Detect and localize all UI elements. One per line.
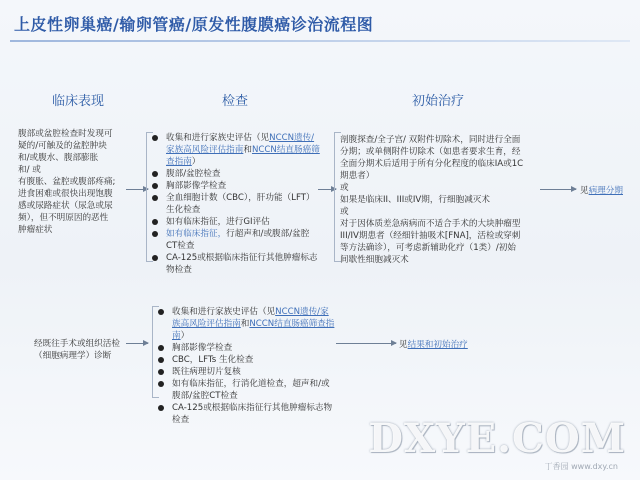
link-pathologic-staging[interactable]: 病理分期 [588, 186, 623, 196]
row1-initial-line: 等方法确诊），可考虑新辅助化疗（1类）/初始 [340, 243, 516, 253]
exam-item [150, 180, 320, 192]
row1-clinical-line: 疑的/可触及的盆腔肿块 [18, 141, 107, 151]
row1-arrow-clinical-to-exam [126, 189, 148, 190]
watermark-subtext: 丁香园 www.dxy.cn [544, 462, 618, 471]
row2-arrow-to-result [336, 343, 396, 344]
row1-initial-line: 全面分期术后适用于所有分化程度的临床IA或1C [340, 159, 524, 169]
exam-item-text: 既往病理切片复核 [172, 367, 241, 377]
row1-clinical-line: 肿瘤症状 [18, 225, 53, 235]
link-nccn-colorectal-screening[interactable]: NCCN结直肠癌筛查指南 [166, 145, 320, 167]
exam-item-text: 胸部影像学检查 [166, 181, 227, 191]
row2-clinical-text [34, 338, 144, 362]
row1-initial-line: 间歇性细胞减灭术 [340, 255, 409, 265]
exam-item [156, 342, 336, 354]
row1-clinical-line: 和/ 或 [18, 165, 41, 175]
link-results-initial-treatment[interactable]: 结果和初始治疗 [407, 340, 468, 350]
exam-item-text: 收集和进行家族史评估（见 [172, 307, 276, 317]
exam-item-text: 和 [240, 319, 250, 329]
row1-result[interactable] [580, 184, 623, 196]
row1-arrow-to-result [540, 189, 576, 190]
exam-item [150, 192, 320, 216]
row1-clinical-line: 感或尿路症状（尿急或尿 [18, 201, 113, 211]
row2-arrow-clinical-to-exam [126, 343, 148, 344]
exam-item-text: CA-125或根据临床指征行其他肿瘤标志物检查 [166, 253, 318, 275]
exam-item [156, 354, 336, 366]
exam-item-text: ） [180, 331, 190, 341]
exam-item-text: 和 [243, 145, 252, 155]
row2-clinical-line: （细胞病理学）诊断 [34, 351, 112, 361]
exam-item [150, 216, 320, 228]
exam-item [156, 402, 336, 426]
exam-item-text: 如有临床指征，行消化道检查，超声和/或腹部/盆腔CT检查 [172, 379, 330, 401]
row1-initial-line: 期患者） [340, 171, 375, 181]
exam-item [150, 252, 320, 276]
page-title: 上皮性卵巢癌/输卵管癌/原发性腹膜癌诊治流程图 [14, 15, 374, 34]
exam-item-text: CBC，LFTs 生化检查 [172, 355, 254, 365]
exam-item-text: 收集和进行家族史评估（见 [166, 133, 270, 143]
row1-clinical-text [18, 128, 130, 236]
row1-initial-text [340, 134, 540, 266]
row2-clinical-line: 经既往手术或组织活检 [34, 339, 120, 349]
row1-result-prefix: 见 [580, 186, 589, 196]
row1-clinical-line: 和/或腹水、腹部膨胀 [18, 153, 99, 163]
exam-item-highlight: 如有临床指征， [166, 229, 227, 239]
row1-initial-line: 对于因体质差急病病而不适合手术的大块肿瘤型 [340, 219, 521, 229]
row1-clinical-line: 有腹胀、盆腔或腹部疼痛; [18, 177, 116, 187]
link-nccn-genetic-familial[interactable]: NCCN遗传/家族高风险评估指南 [166, 133, 315, 155]
row1-initial-line: III/IV期患者（经细针抽吸术[FNA]，活检或穿刺 [340, 231, 521, 241]
row1-clinical-line: 腹部或盆腔检查时发现可 [18, 129, 113, 139]
exam-item-text: ） [191, 157, 201, 167]
exam-item [156, 378, 336, 402]
column-header-initial: 初始治疗 [412, 94, 465, 109]
exam-item-text: 腹部/盆腔检查 [166, 169, 221, 179]
exam-item [150, 228, 320, 252]
link-nccn-colorectal-screening[interactable]: NCCN结直肠癌筛查指南 [172, 319, 335, 341]
row1-initial-line: 或 [340, 183, 349, 193]
exam-item-text: 胸部影像学检查 [172, 343, 233, 353]
row1-clinical-line: 频），但不明原因的恶性 [18, 213, 109, 223]
exam-item-text: 全血细胞计数（CBC），肝功能（LFT）生化检查 [166, 193, 315, 215]
row1-initial-line: 剖腹探查/全子宫/ 双附件切除术，同时进行全面 [340, 135, 521, 145]
row2-exam-list [156, 306, 336, 426]
exam-item [156, 366, 336, 378]
row2-result-prefix: 见 [399, 340, 408, 350]
row1-clinical-line: 进食困难或很快出现饱腹 [18, 189, 113, 199]
exam-item-text: 行超声和/或腹部/盆腔CT检查 [166, 229, 310, 251]
row1-initial-line: 如果是临床II、III或IV期，行细胞减灭术 [340, 195, 490, 205]
row2-result[interactable] [399, 338, 468, 350]
title-divider [10, 40, 630, 42]
row1-initial-line: 或 [340, 207, 349, 217]
column-header-exam: 检查 [222, 94, 249, 109]
row1-exam-list [150, 132, 320, 276]
link-nccn-genetic-familial[interactable]: NCCN遗传/家族高风险评估指南 [172, 307, 329, 329]
exam-item [150, 132, 320, 168]
exam-item-text: 如有临床指征，进行GI评估 [166, 217, 270, 227]
watermark-logo: DXYE.COM [368, 415, 626, 462]
column-header-clinical: 临床表现 [52, 94, 105, 109]
exam-item [156, 306, 336, 342]
exam-item [150, 168, 320, 180]
row1-initial-line: 分期；或单侧附件切除术（如患者要求生育，经 [340, 147, 521, 157]
exam-item-text: CA-125或根据临床指征行其他肿瘤标志物检查 [172, 403, 333, 425]
